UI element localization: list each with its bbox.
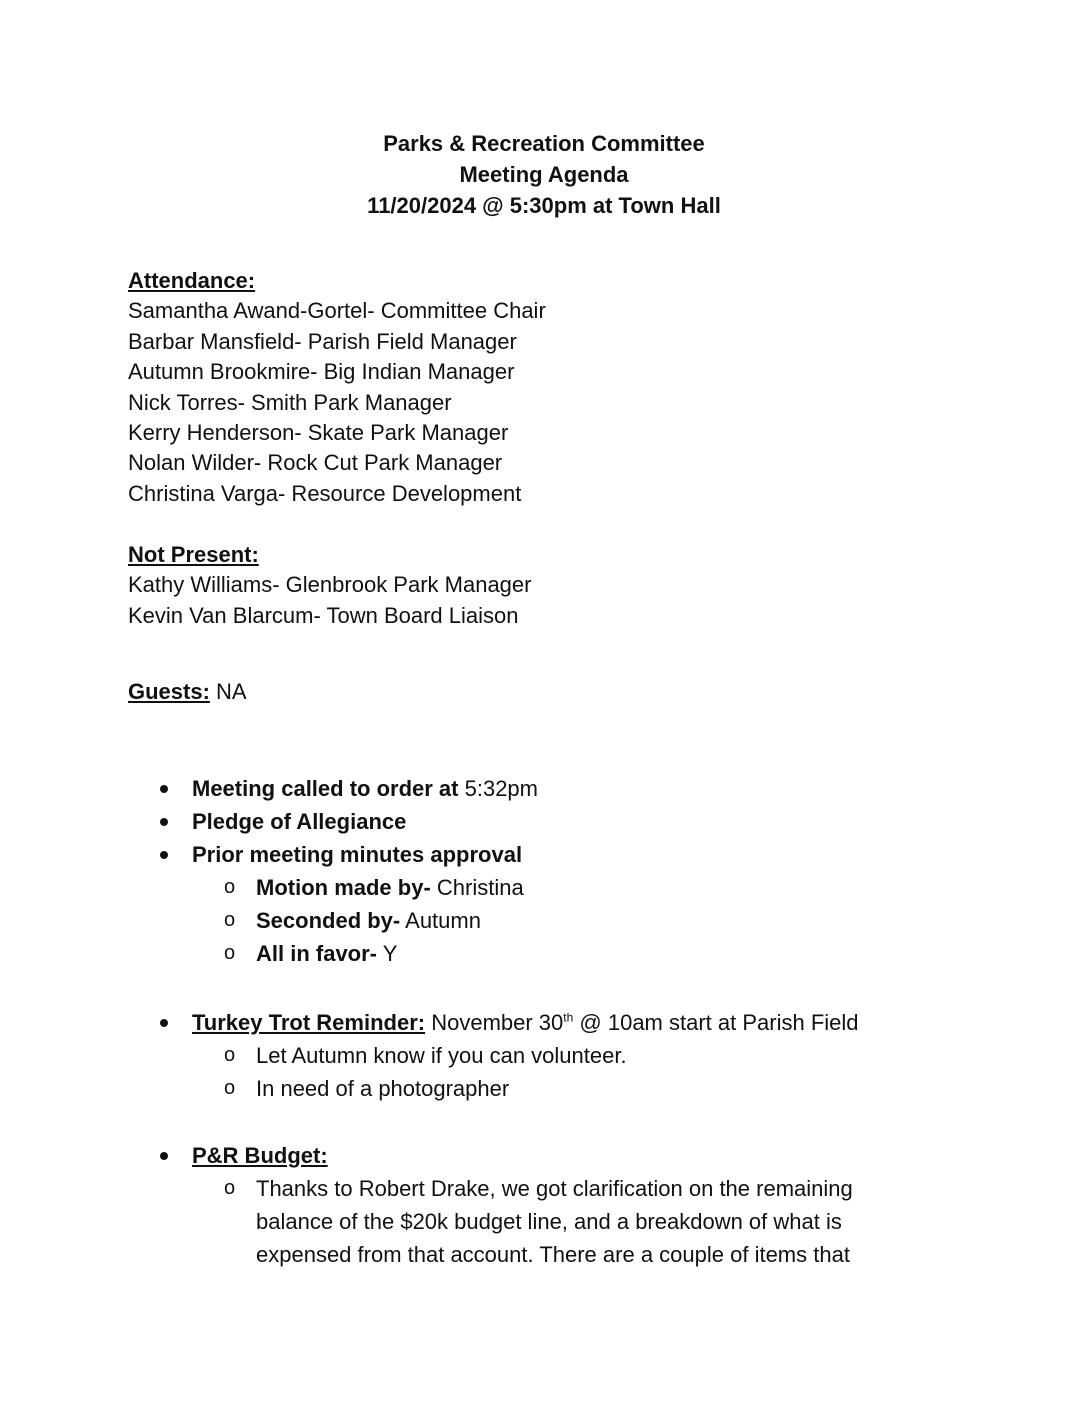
agenda-title: Meeting Agenda [459, 162, 629, 187]
list-item: Prior meeting minutes approval [128, 838, 928, 871]
turkey-trot-list [128, 1006, 928, 1105]
attendee: Christina Varga- Resource Development [128, 480, 522, 506]
guests-heading: Guests: [128, 679, 210, 704]
budget-heading: P&R Budget: [192, 1143, 328, 1168]
sub-list-item: o Thanks to Robert Drake, we got clarification on the remaining balance of the $20k budget line, and a breakdown of what is expensed from that account. There are a couple of items that [128, 1172, 916, 1271]
attendee: Nick Torres- Smith Park Manager [128, 389, 452, 415]
list-item: Pledge of Allegiance [128, 805, 928, 838]
attendee: Autumn Brookmire- Big Indian Manager [128, 359, 515, 385]
favor-label: All in favor- [256, 941, 378, 966]
called-to-order-label: Meeting called to order at [192, 776, 459, 801]
meeting-date-location: 11/20/2024 @ 5:30pm at Town Hall [367, 193, 721, 218]
called-to-order-time: 5:32pm [458, 776, 538, 801]
document-header [0, 128, 1088, 221]
absentee: Kevin Van Blarcum- Town Board Liaison [128, 602, 519, 628]
ordinal-suffix: th [563, 1010, 574, 1025]
attendee: Barbar Mansfield- Parish Field Manager [128, 328, 517, 354]
not-present-heading: Not Present: [128, 542, 259, 567]
turkey-trot-date: November 30 [425, 1010, 564, 1035]
sub-list-item [128, 904, 928, 937]
turkey-trot-details: @ 10am start at Parish Field [573, 1010, 859, 1035]
motion-label: Motion made by- [256, 875, 431, 900]
attendee: Samantha Awand-Gortel- Committee Chair [128, 298, 546, 324]
motion-value: Christina [430, 875, 524, 900]
attendee: Kerry Henderson- Skate Park Manager [128, 420, 509, 446]
attendee: Nolan Wilder- Rock Cut Park Manager [128, 450, 503, 476]
agenda-list [128, 772, 928, 970]
sub-list-item [128, 937, 928, 970]
favor-value: Y [377, 941, 398, 966]
budget-list [128, 1139, 928, 1271]
attendance-section [128, 266, 546, 509]
list-item [128, 1006, 928, 1039]
list-item [128, 772, 928, 805]
committee-title: Parks & Recreation Committee [383, 131, 705, 156]
attendance-heading: Attendance: [128, 268, 256, 293]
guests-section [128, 677, 247, 707]
seconded-value: Autumn [400, 908, 481, 933]
sub-list-item: o Let Autumn know if you can volunteer. [128, 1039, 928, 1072]
guests-value: NA [209, 679, 247, 704]
not-present-section [128, 540, 531, 631]
turkey-trot-heading: Turkey Trot Reminder: [192, 1010, 426, 1035]
sub-list-item [128, 871, 928, 904]
sub-list-item: o In need of a photographer [128, 1072, 928, 1105]
seconded-label: Seconded by- [256, 908, 401, 933]
list-item [128, 1139, 928, 1172]
absentee: Kathy Williams- Glenbrook Park Manager [128, 572, 532, 598]
